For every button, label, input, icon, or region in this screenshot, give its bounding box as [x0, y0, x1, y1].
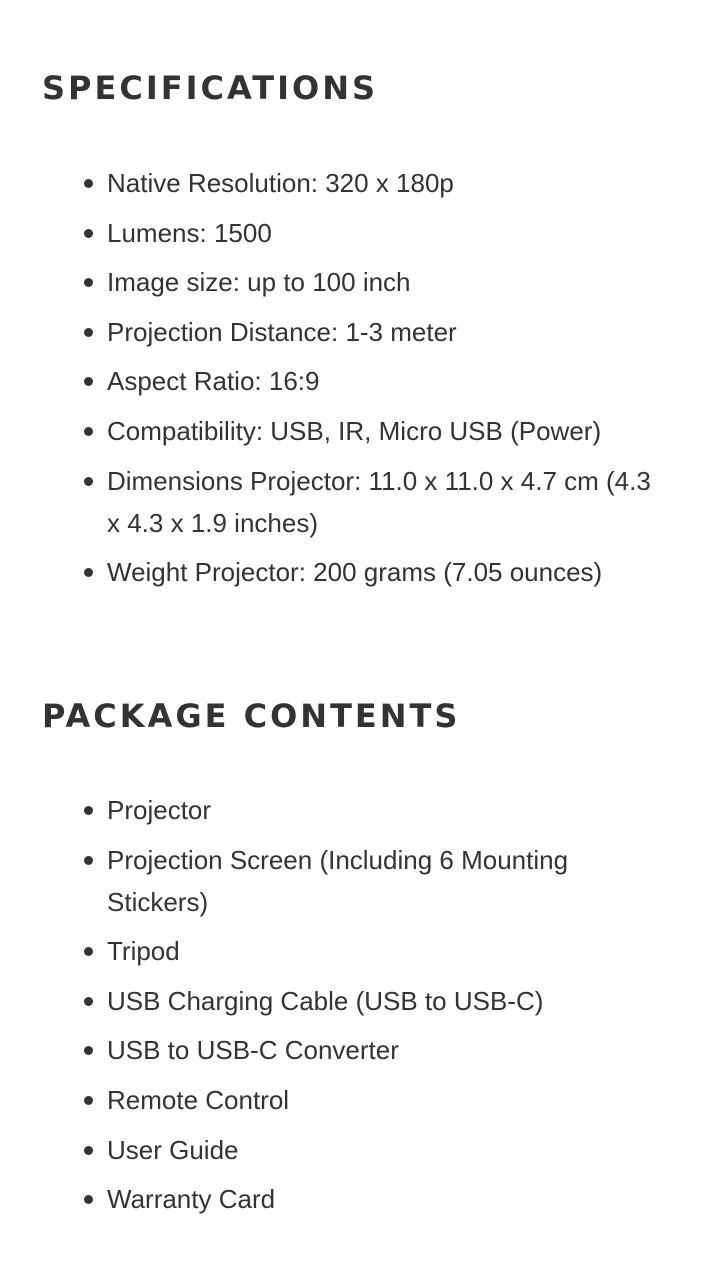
spec-item-aspect-ratio	[0, 360, 720, 402]
spec-item-text: Aspect Ratio: 16:9	[107, 366, 320, 397]
package-contents-heading: PACKAGE CONTENTS	[42, 697, 461, 735]
package-item-remote-control	[0, 1079, 720, 1121]
bullet-icon	[84, 477, 93, 486]
spec-item-text: Dimensions Projector: 11.0 x 11.0 x 4.7 cm (4.3 x 4.3 x 1.9 inches)	[107, 465, 651, 538]
bullet-icon	[84, 377, 93, 386]
package-item-tripod	[0, 930, 720, 972]
package-item-text: Tripod	[107, 936, 180, 967]
specifications-list	[0, 162, 720, 601]
bullet-icon	[84, 1195, 93, 1204]
bullet-icon	[84, 947, 93, 956]
spec-item-lumens	[0, 212, 720, 254]
package-item-projection-screen	[0, 839, 720, 923]
spec-item-native-resolution	[0, 162, 720, 204]
spec-item-weight	[0, 551, 720, 593]
package-item-projector	[0, 789, 720, 831]
package-item-text: Remote Control	[107, 1084, 290, 1115]
spec-item-projection-distance	[0, 311, 720, 353]
spec-item-image-size	[0, 261, 720, 303]
spec-item-compatibility	[0, 410, 720, 452]
package-item-text: User Guide	[107, 1134, 239, 1165]
spec-item-text: Weight Projector: 200 grams (7.05 ounces)	[107, 557, 603, 588]
spec-item-text: Lumens: 1500	[107, 217, 272, 248]
spec-item-text: Projection Distance: 1-3 meter	[107, 316, 457, 347]
bullet-icon	[84, 997, 93, 1006]
bullet-icon	[84, 427, 93, 436]
package-item-charging-cable	[0, 980, 720, 1022]
bullet-icon	[84, 568, 93, 577]
package-item-text: Projection Screen (Including 6 Mounting Stickers)	[107, 844, 569, 917]
package-item-text: Warranty Card	[107, 1184, 276, 1215]
package-item-warranty-card	[0, 1178, 720, 1220]
spec-item-text: Compatibility: USB, IR, Micro USB (Power)	[107, 415, 602, 446]
package-contents-list	[0, 789, 720, 1228]
bullet-icon	[84, 1096, 93, 1105]
package-item-text: Projector	[107, 795, 212, 825]
spec-item-text: Image size: up to 100 inch	[107, 267, 411, 298]
bullet-icon	[84, 1046, 93, 1055]
bullet-icon	[84, 806, 93, 815]
bullet-icon	[84, 179, 93, 188]
specifications-heading: SPECIFICATIONS	[42, 69, 379, 107]
package-item-user-guide	[0, 1129, 720, 1171]
bullet-icon	[84, 1146, 93, 1155]
package-item-text: USB Charging Cable (USB to USB-C)	[107, 985, 544, 1016]
package-item-converter	[0, 1029, 720, 1071]
package-item-text: USB to USB-C Converter	[107, 1035, 399, 1066]
spec-item-dimensions	[0, 460, 720, 544]
spec-item-text: Native Resolution: 320 x 180p	[107, 168, 454, 198]
bullet-icon	[84, 229, 93, 238]
bullet-icon	[84, 278, 93, 287]
bullet-icon	[84, 856, 93, 865]
bullet-icon	[84, 328, 93, 337]
